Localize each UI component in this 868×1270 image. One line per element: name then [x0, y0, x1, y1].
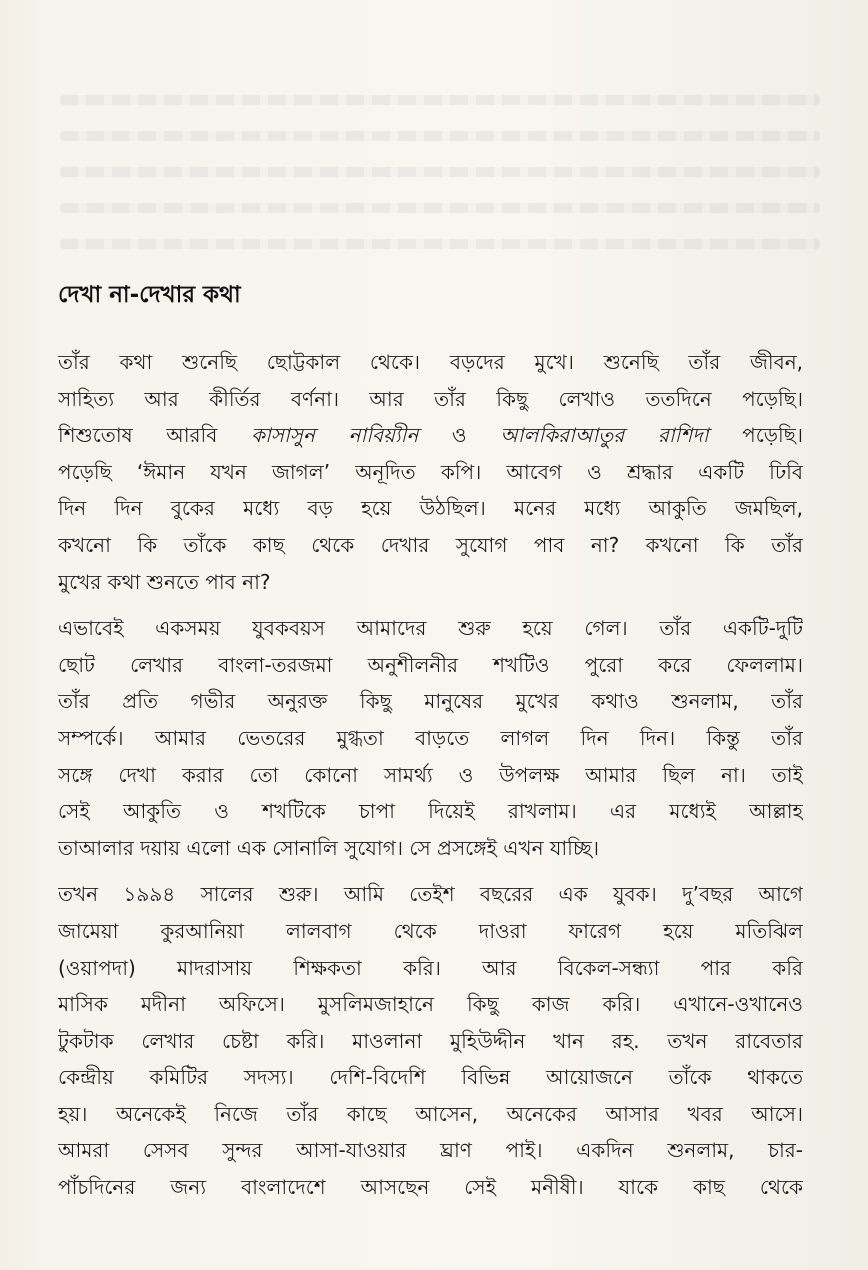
- text-line: তাঁর কথা শুনেছি ছোট্টকাল থেকে। বড়দের মুখে। শুনেছি তাঁর জীবন,: [58, 350, 803, 374]
- text-line: জামেয়া কুরআনিয়া লালবাগ থেকে দাওরা ফারেগ হয়ে মতিঝিল: [58, 918, 803, 943]
- bleed-through-text: [60, 95, 820, 275]
- text-line: এভাবেই একসময় যুবকবয়স আমাদের শুরু হয়ে গেল। তাঁর একটি-দুটি: [58, 616, 803, 641]
- text-line: ছোট লেখার বাংলা-তরজমা অনুশীলনীর শখটিও পুরো করে ফেললাম।: [58, 652, 803, 677]
- text-line: টুকটাক লেখার চেষ্টা করি। মাওলানা মুহিউদ্দীন খান রহ. তখন রাবেতার: [58, 1028, 803, 1053]
- bleed-through-line: [60, 131, 820, 141]
- chapter-heading: দেখা না-দেখার কথা: [58, 282, 241, 308]
- text-run: শিশুতোষ আরবি: [58, 423, 251, 448]
- text-line: তাঁর প্রতি গভীর অনুরক্ত কিছু মানুষের মুখের কথাও শুনলাম, তাঁর: [58, 689, 803, 714]
- bleed-through-line: [60, 239, 820, 249]
- text-line: পড়েছি ‘ঈমান যখন জাগল’ অনূদিত কপি। আবেগ ও শ্রদ্ধার একটি ঢিবি: [58, 459, 803, 484]
- text-line: (ওয়াপদা) মাদরাসায় শিক্ষকতা করি। আর বিকেল-সন্ধ্যা পার করি: [58, 955, 803, 980]
- book-title-italic: আলকিরাআতুর রাশিদা: [500, 423, 709, 448]
- bleed-through-line: [60, 203, 820, 213]
- text-line: আমরা সেসব সুন্দর আসা-যাওয়ার ঘ্রাণ পাই। একদিন শুনলাম, চার-: [58, 1138, 803, 1163]
- bleed-through-line: [60, 95, 820, 105]
- chapter-content: [58, 278, 803, 1216]
- text-line: [58, 417, 803, 454]
- text-line: মুখের কথা শুনতে পাব না?: [58, 569, 271, 594]
- text-line: কখনো কি তাঁকে কাছ থেকে দেখার সুযোগ পাব না? কখনো কি তাঁর: [58, 532, 803, 557]
- text-line: সঙ্গে দেখা করার তো কোনো সামর্থ্য ও উপলক্ষ আমার ছিল না। তাই: [58, 762, 803, 787]
- text-line: সাহিত্য আর কীর্তির বর্ণনা। আর তাঁর কিছু লেখাও ততদিনে পড়েছি।: [58, 386, 803, 411]
- text-line: কেন্দ্রীয় কমিটির সদস্য। দেশি-বিদেশি বিভিন্ন আয়োজনে তাঁকে থাকতে: [58, 1065, 803, 1090]
- book-title-italic: কাসাসুন নাবিয়্যীন: [250, 423, 419, 448]
- text-line: সম্পর্কে। আমার ভেতরের মুগ্ধতা বাড়তে লাগল দিন দিন। কিন্তু তাঁর: [58, 725, 803, 750]
- text-line: তাআলার দয়ায় এলো এক সোনালি সুযোগ। সে প্রসঙ্গেই এখন যাচ্ছি।: [58, 835, 599, 860]
- paragraph-2: [58, 610, 803, 866]
- text-line: হয়। অনেকেই নিজে তাঁর কাছে আসেন, অনেকের আসার খবর আসে।: [58, 1101, 803, 1126]
- text-line: সেই আকুতি ও শখটিকে চাপা দিয়েই রাখলাম। এর মধ্যেই আল্লাহ: [58, 799, 803, 824]
- text-line: তখন ১৯৯৪ সালের শুরু। আমি তেইশ বছরের এক যুবক। দু’বছর আগে: [58, 882, 803, 907]
- paragraph-1: [58, 344, 803, 600]
- text-line: মাসিক মদীনা অফিসে। মুসলিমজাহানে কিছু কাজ করি। এখানে-ওখানেও: [58, 992, 803, 1017]
- text-run: ও: [418, 423, 501, 448]
- text-line: দিন দিন বুকের মধ্যে বড় হয়ে উঠছিল। মনের মধ্যে আকুতি জমছিল,: [58, 496, 803, 521]
- text-run: পড়েছি।: [708, 423, 803, 448]
- text-line: পাঁচদিনের জন্য বাংলাদেশে আসছেন সেই মনীষী। যাকে কাছ থেকে: [58, 1175, 803, 1200]
- paragraph-3: [58, 876, 803, 1205]
- bleed-through-line: [60, 167, 820, 177]
